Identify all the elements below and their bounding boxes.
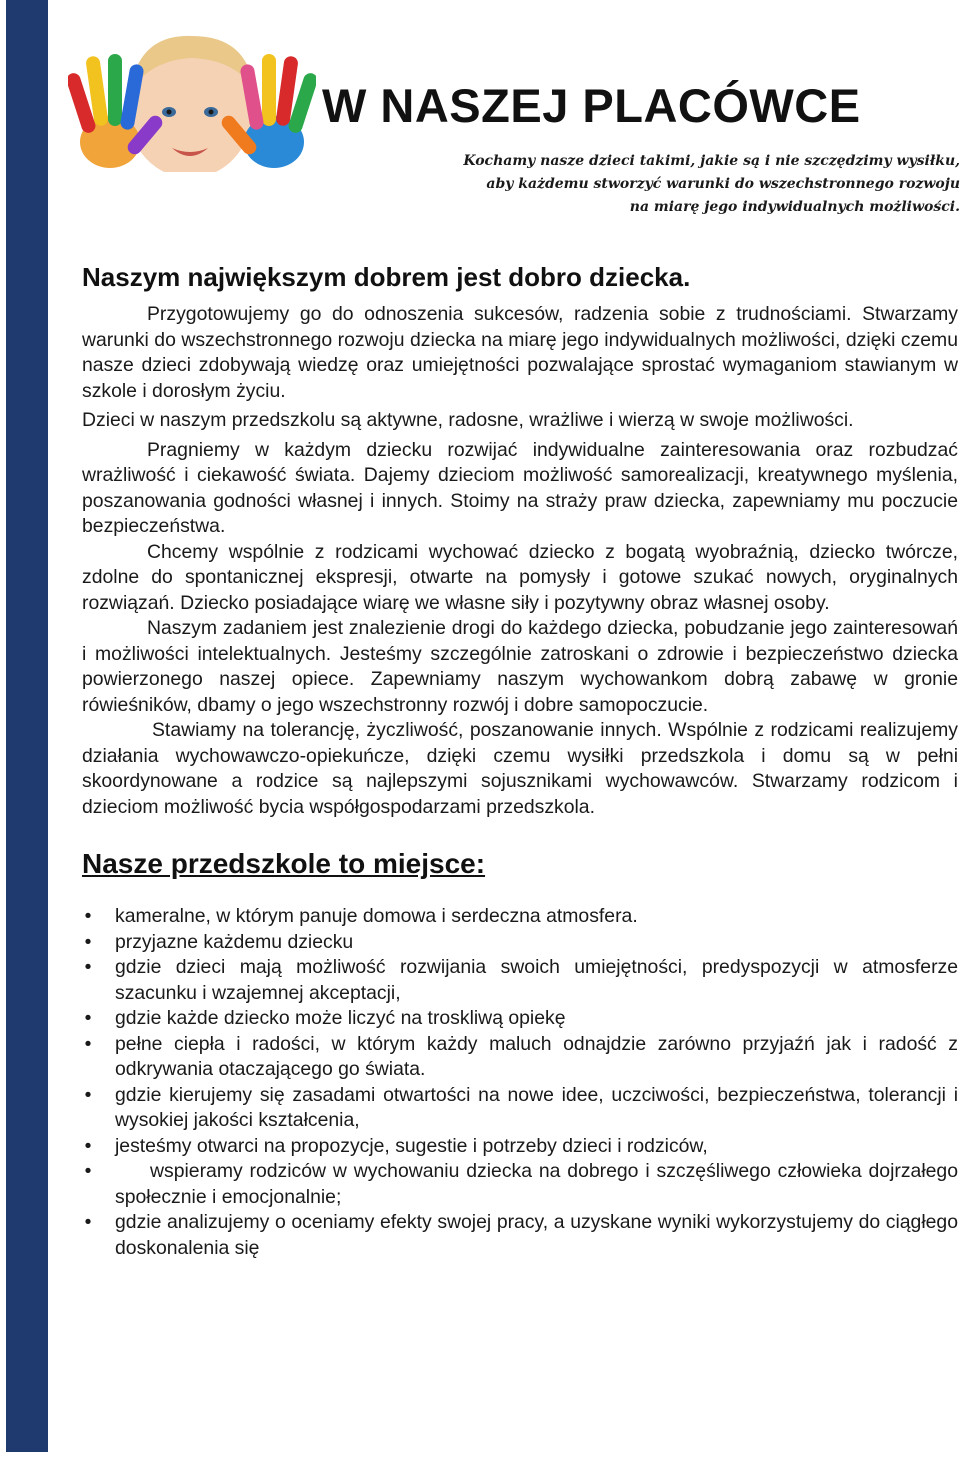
bullet-icon: • [84, 1134, 92, 1157]
list-item-text: przyjazne każdemu dziecku [115, 930, 354, 953]
side-decorative-bar [6, 0, 48, 1452]
list-item-text: jesteśmy otwarci na propozycje, sugestie i potrzeby dzieci i rodziców, [115, 1134, 708, 1157]
list-item [82, 1083, 958, 1134]
bullet-list [82, 904, 958, 1261]
list-item [82, 1134, 958, 1160]
list-item [82, 904, 958, 930]
motto-line: aby każdemu stworzyć warunki do wszechstronnego rozwoju [486, 176, 960, 192]
list-item-text: gdzie każde dziecko może liczyć na troskliwą opiekę [115, 1007, 566, 1029]
paragraph: Stawiamy na tolerancję, życzliwość, poszanowanie innych. Wspólnie z rodzicami realizujemy działania wychowawczo-opiekuńcze, dzięki czemu wysiłki przedszkola i domu są w pełni skoordynowane a rodzice są najlepszymi sojusznikami wychowawców. Stwarzamy rodzicom i dzieciom możliwość bycia współgospodarzami przedszkola. [82, 719, 958, 818]
list-item [82, 1159, 958, 1210]
list-item [82, 955, 958, 1006]
list-item [82, 1006, 958, 1032]
paragraph: Chcemy wspólnie z rodzicami wychować dziecko z bogatą wyobraźnią, dziecko twórcze, zdolne do spontanicznej ekspresji, otwarte na pomysły i gotowe szukać nowych, oryginalnych rozwiązań. Dziecko posiadające wiarę we własne siły i pozytywny obraz własnej osoby. [82, 540, 958, 614]
section-heading: Nasze przedszkole to miejsce: [82, 848, 486, 879]
paragraph: Przygotowujemy go do odnoszenia sukcesów, radzenia sobie z trudnościami. Stwarzamy warunki do wszechstronnego rozwoju dziecka na miarę jego indywidualnych możliwości, dzięki czemu nasze dzieci zdobywają wiedzę oraz umiejętności pozwalające sprostać wymaganiom stawianym w szkole i dorosłym życiu. [82, 303, 958, 402]
list-item-text: gdzie dzieci mają możliwość rozwijania swoich umiejętności, predyspozycji w atmosferze szacunku i wzajemnej akceptacji, [115, 956, 958, 1004]
paragraph: Dzieci w naszym przedszkolu są aktywne, radosne, wrażliwe i wierzą w swoje możliwości. [82, 409, 854, 431]
bullet-icon: • [84, 956, 92, 978]
paragraph: Naszym zadaniem jest znalezienie drogi do każdego dziecka, pobudzanie jego zainteresowań i możliwości intelektualnych. Jesteśmy szczególnie zatroskani o zdrowie i bezpieczeństwo dziecka powierzonego naszej opiece. Zapewniamy naszym wychowankom dobrą zabawę w gronie rówieśników, dbamy o jego wszechstronny rozwój i dobre samopoczucie. [82, 617, 958, 716]
motto-line: na miarę jego indywidualnych możliwości. [629, 199, 960, 215]
list-item-text: pełne ciepła i radości, w którym każdy maluch odnajdzie zarówno przyjaźń jak i radość z odkrywania otaczającego go świata. [115, 1032, 958, 1080]
bullet-icon: • [84, 1007, 92, 1029]
list-item [82, 930, 958, 956]
main-content [82, 260, 958, 1261]
motto-line: Kochamy nasze dzieci takimi, jakie są i nie szczędzimy wysiłku, [463, 153, 960, 169]
child-painted-hands-image [68, 14, 316, 172]
paragraph: Pragniemy w każdym dziecku rozwijać indywidualne zainteresowania oraz rozbudzać wrażliwość i ciekawość świata. Dajemy dzieciom możliwość samorealizacji, kreatywnego myślenia, poszanowania godności własnej i innych. Stoimy na straży praw dziecka, zapewniamy mu poczucie bezpieczeństwa. [82, 438, 958, 537]
page-title: W NASZEJ PLACÓWCE [322, 79, 861, 132]
list-item-text: gdzie kierujemy się zasadami otwartości na nowe idee, uczciwości, bezpieczeństwa, tolerancji i wysokiej jakości kształcenia, [115, 1083, 958, 1131]
list-item-text: wspieramy rodziców w wychowaniu dziecka na dobrego i szczęśliwego człowieka dojrzałego społecznie i emocjonalnie; [115, 1160, 958, 1208]
bullet-icon: • [84, 1032, 92, 1055]
list-item-text: gdzie analizujemy o oceniamy efekty swojej pracy, a uzyskane wyniki wykorzystujemy do ciągłego doskonalenia się [115, 1211, 958, 1259]
lead-heading: Naszym największym dobrem jest dobro dziecka. [82, 262, 691, 292]
bullet-icon: • [84, 1160, 92, 1182]
motto [400, 150, 960, 219]
bullet-icon: • [84, 1083, 92, 1106]
list-item [82, 1032, 958, 1083]
list-item [82, 1210, 958, 1261]
bullet-icon: • [84, 905, 92, 927]
list-item-text: kameralne, w którym panuje domowa i serdeczna atmosfera. [115, 905, 638, 927]
bullet-icon: • [84, 1211, 92, 1233]
bullet-icon: • [84, 930, 92, 953]
